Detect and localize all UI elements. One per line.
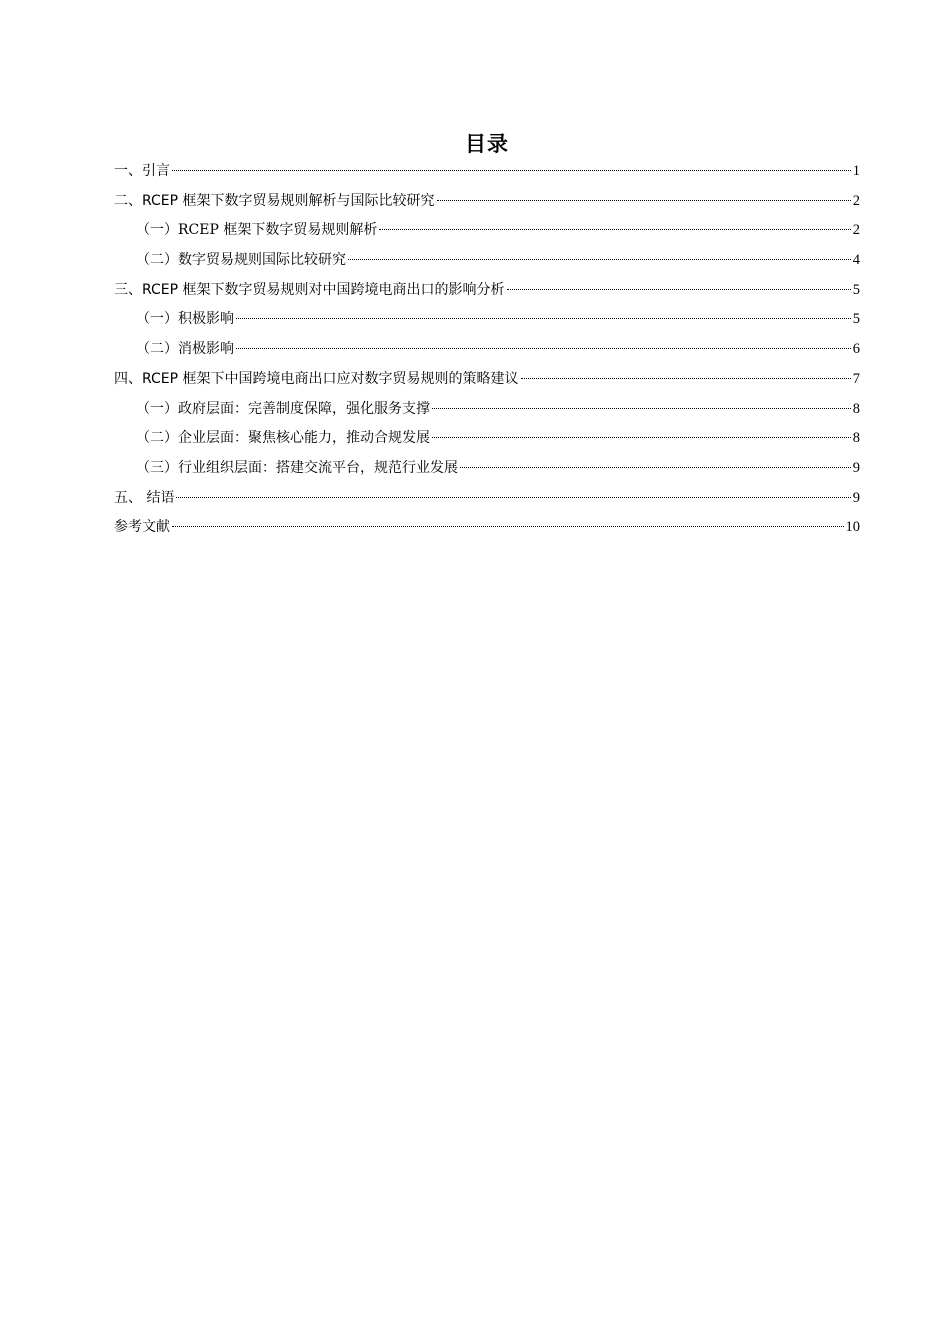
toc-entry-page-number: 1 — [852, 163, 860, 179]
toc-entry[interactable] — [114, 513, 860, 543]
toc-entry-page-number: 8 — [852, 400, 860, 417]
toc-entry-label: 一、引言 — [114, 163, 170, 179]
dot-leader — [507, 289, 851, 290]
toc-entry-page-number: 8 — [852, 430, 860, 447]
toc-entry-page-number: 6 — [852, 341, 860, 358]
toc-entry-page-number: 10 — [845, 519, 860, 536]
toc-entry-label: （一）政府层面：完善制度保障，强化服务支撑 — [136, 400, 430, 417]
toc-entry-label: 四、RCEP 框架下中国跨境电商出口应对数字贸易规则的策略建议 — [114, 370, 519, 387]
dot-leader — [521, 378, 851, 379]
toc-entry[interactable] — [114, 216, 860, 246]
toc-entry[interactable] — [114, 424, 860, 454]
toc-entry[interactable] — [114, 335, 860, 365]
toc-entry[interactable] — [114, 305, 860, 335]
toc-entry[interactable] — [114, 187, 860, 217]
toc-entry-label: （一）RCEP 框架下数字贸易规则解析 — [136, 222, 378, 239]
dot-leader — [236, 348, 851, 349]
toc-entry[interactable] — [114, 395, 860, 425]
toc-entry[interactable] — [114, 157, 860, 187]
table-of-contents — [114, 157, 860, 543]
dot-leader — [172, 170, 851, 171]
toc-entry-page-number: 9 — [852, 489, 860, 506]
toc-entry[interactable] — [114, 484, 860, 514]
dot-leader — [348, 259, 851, 260]
toc-entry-page-number: 5 — [852, 281, 860, 298]
toc-entry[interactable] — [114, 276, 860, 306]
toc-entry-label: （一）积极影响 — [136, 311, 234, 328]
dot-leader — [432, 437, 851, 438]
toc-entry-label: 参考文献 — [114, 519, 170, 536]
toc-entry[interactable] — [114, 454, 860, 484]
toc-entry-label: 三、RCEP 框架下数字贸易规则对中国跨境电商出口的影响分析 — [114, 281, 505, 298]
dot-leader — [379, 229, 850, 230]
toc-entry-page-number: 7 — [852, 370, 860, 387]
toc-entry-label: （二）企业层面：聚焦核心能力，推动合规发展 — [136, 430, 430, 447]
toc-entry[interactable] — [114, 365, 860, 395]
toc-entry-label: （二）消极影响 — [136, 341, 234, 358]
toc-entry-page-number: 2 — [852, 222, 860, 239]
toc-entry-label: 五、 结语 — [114, 489, 175, 506]
toc-entry-label: 二、RCEP 框架下数字贸易规则解析与国际比较研究 — [114, 192, 435, 209]
toc-entry-label: （三）行业组织层面：搭建交流平台，规范行业发展 — [136, 459, 458, 476]
dot-leader — [176, 497, 850, 498]
dot-leader — [460, 467, 851, 468]
toc-entry-label: （二）数字贸易规则国际比较研究 — [136, 252, 346, 269]
page-title: 目录 — [465, 132, 509, 156]
toc-entry-page-number: 9 — [852, 459, 860, 476]
toc-entry[interactable] — [114, 246, 860, 276]
dot-leader — [437, 200, 851, 201]
dot-leader — [236, 318, 851, 319]
dot-leader — [432, 408, 851, 409]
toc-entry-page-number: 4 — [852, 252, 860, 269]
toc-entry-page-number: 5 — [852, 311, 860, 328]
toc-entry-page-number: 2 — [852, 192, 860, 209]
dot-leader — [172, 526, 844, 527]
